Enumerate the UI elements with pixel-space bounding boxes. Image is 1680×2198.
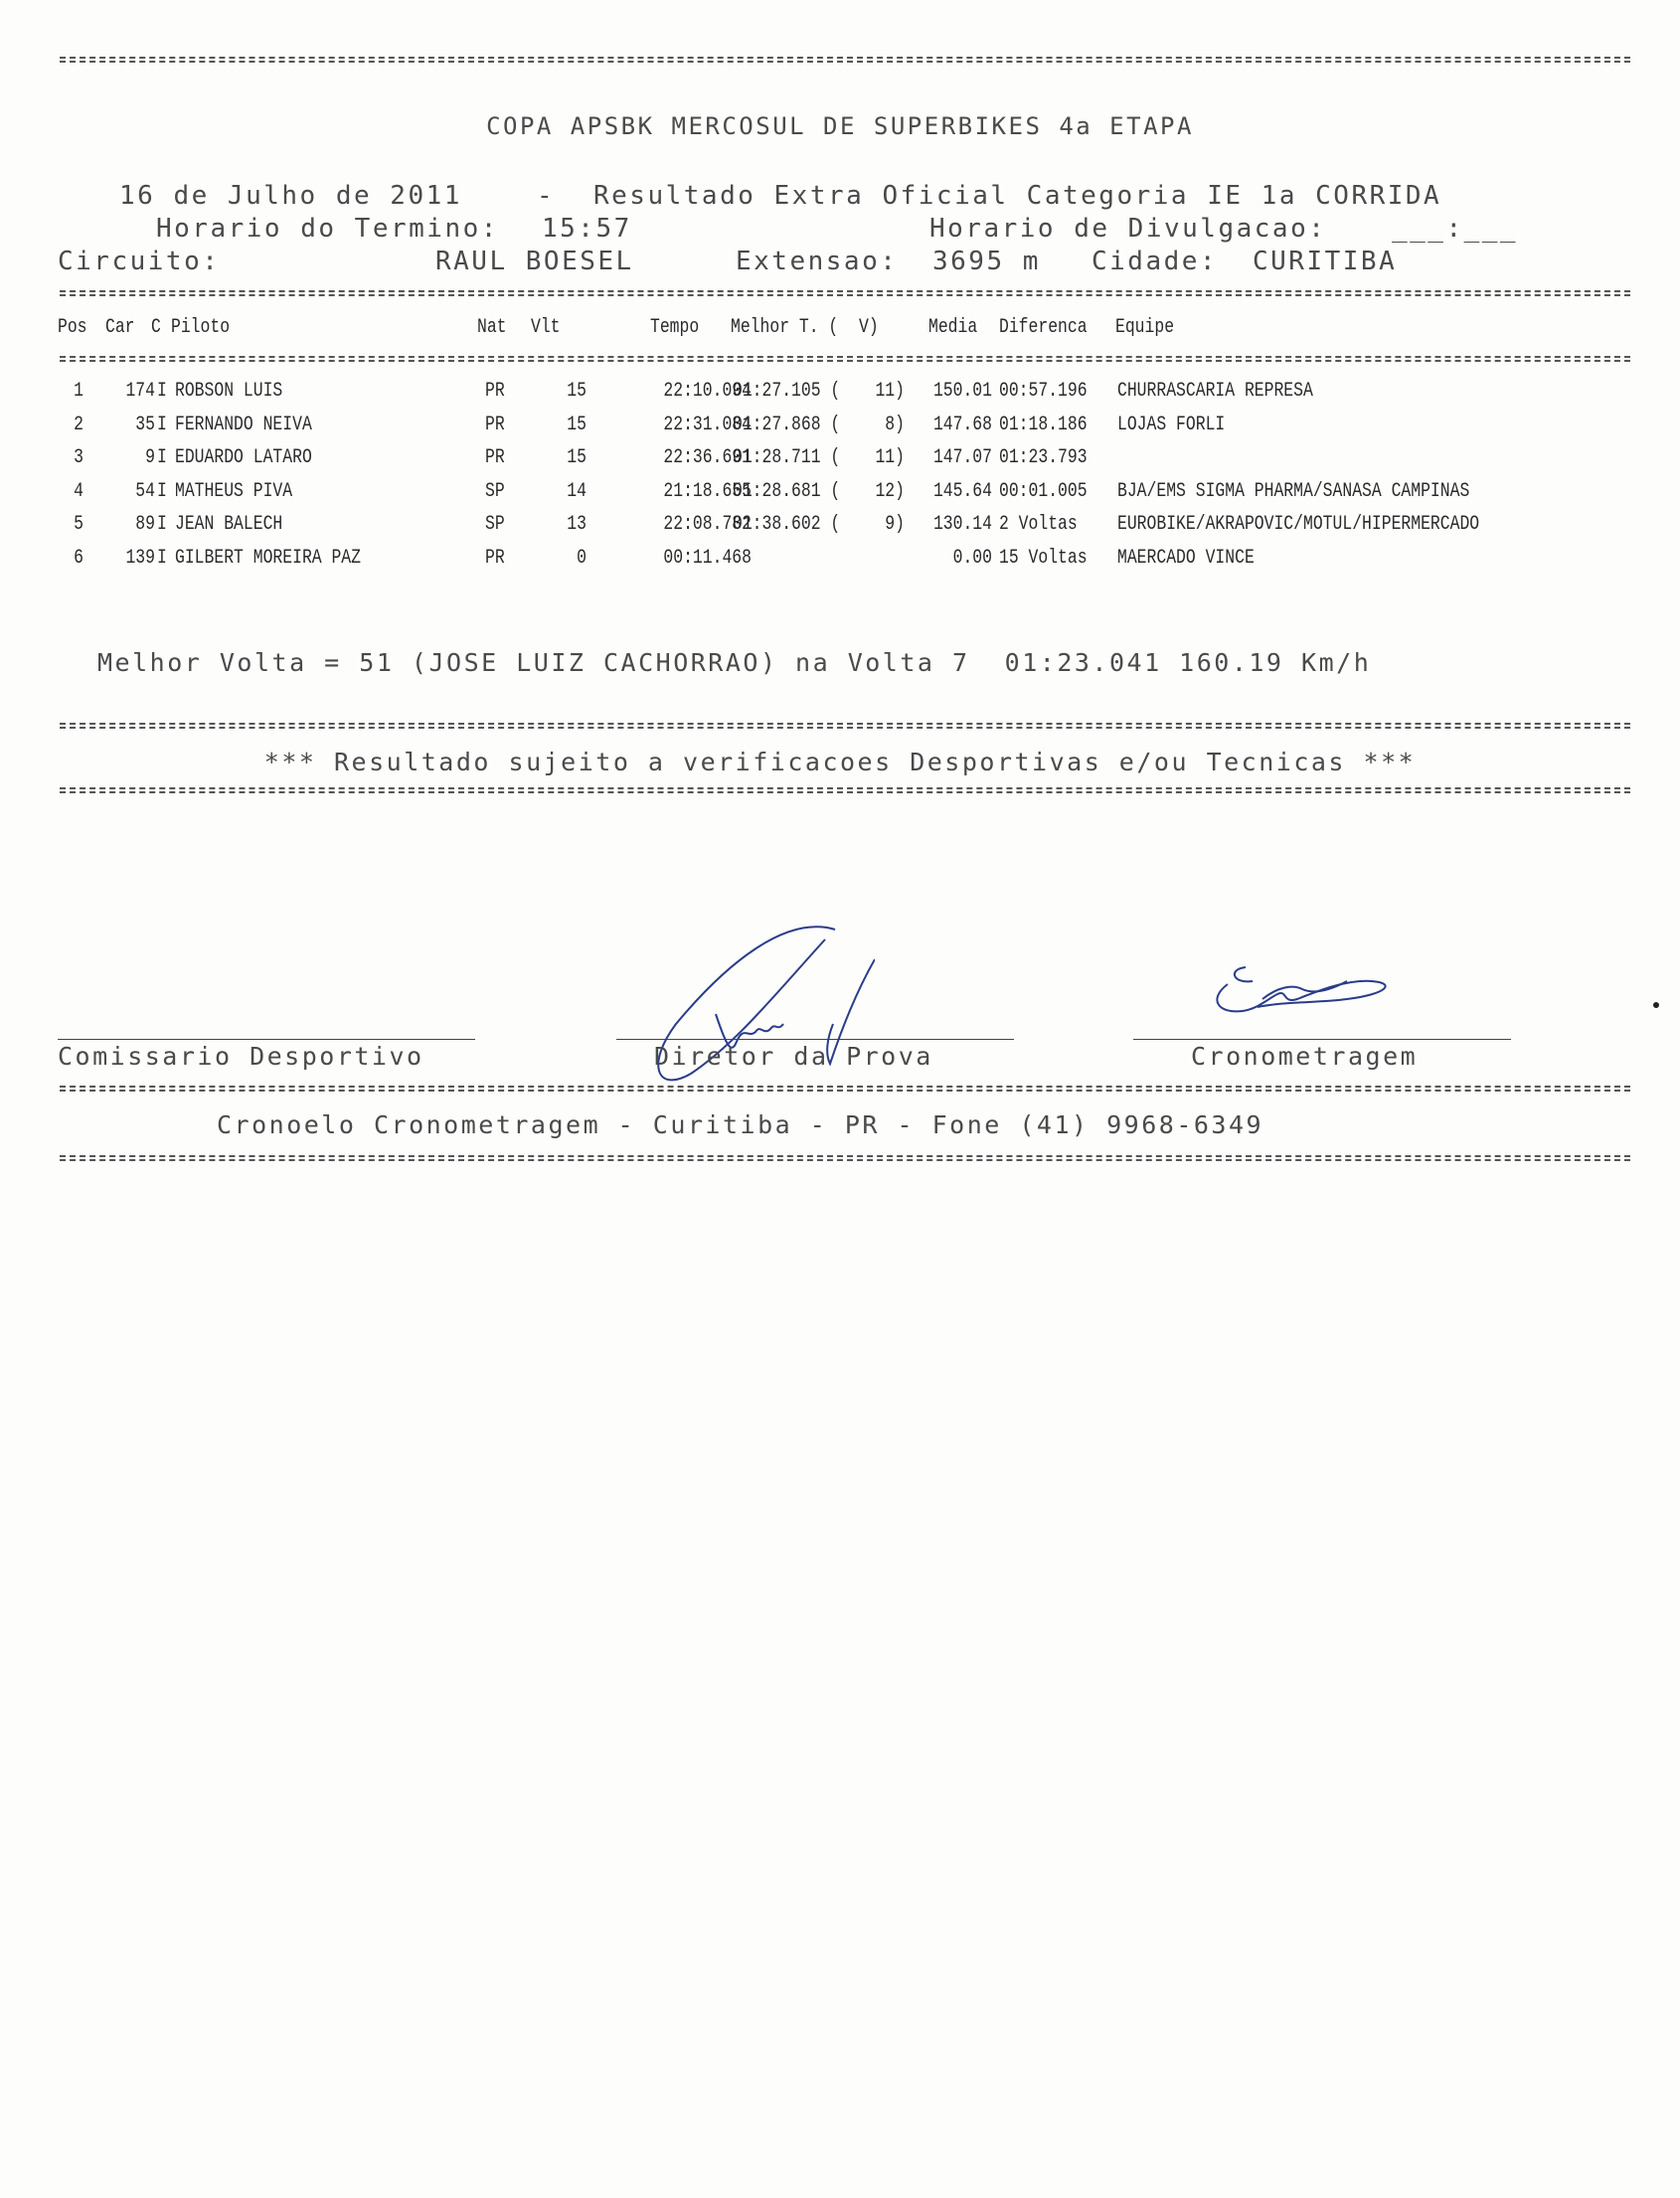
- commissioner-label: Comissario Desportivo: [58, 1042, 424, 1071]
- circuit-label: Circuito:: [58, 247, 221, 276]
- event-date: 16 de Julho de 2011: [119, 181, 462, 211]
- cell-nat: PR: [485, 380, 505, 403]
- col-pilot: Piloto: [171, 316, 231, 339]
- city-name: CURITIBA: [1253, 247, 1398, 276]
- cell-team: MAERCADO VINCE: [1117, 546, 1255, 570]
- cell-time: 21:18.655: [663, 479, 752, 503]
- cell-pilot: ROBSON LUIS: [175, 380, 283, 403]
- director-label: Diretor da Prova: [654, 1042, 933, 1071]
- cell-car: 54: [135, 479, 155, 503]
- cell-car: 174: [125, 380, 155, 403]
- col-laps: Vlt: [531, 316, 561, 339]
- release-time: ___:___: [1392, 214, 1519, 244]
- col-pos: Pos: [58, 316, 87, 339]
- track-length: 3695 m: [932, 247, 1041, 276]
- col-diff: Diferenca: [999, 316, 1088, 339]
- timing-signature: [1198, 959, 1407, 1034]
- cell-best: 01:27.868 (: [733, 413, 841, 436]
- cell-diff: 2 Voltas: [999, 513, 1078, 536]
- verification-notice: *** Resultado sujeito a verificacoes Desportivas e/ou Tecnicas ***: [263, 748, 1417, 776]
- timing-label: Cronometragem: [1191, 1042, 1419, 1071]
- cell-c: I: [157, 413, 167, 436]
- cell-best: 01:27.105 (: [733, 380, 841, 403]
- cell-avg: 147.07: [932, 446, 992, 469]
- cell-avg: 130.14: [932, 513, 992, 536]
- cell-pos: 6: [74, 546, 84, 570]
- cell-team: EUROBIKE/AKRAPOVIC/MOTUL/HIPERMERCADO: [1117, 513, 1480, 536]
- cell-v: 11): [875, 446, 905, 469]
- cell-c: I: [157, 380, 167, 403]
- cell-v: 11): [875, 380, 905, 403]
- cell-diff: 15 Voltas: [999, 546, 1088, 570]
- col-c: C: [151, 316, 161, 339]
- cell-pos: 4: [74, 479, 84, 503]
- result-title: Resultado Extra Oficial Categoria IE 1a CORRIDA: [593, 181, 1442, 211]
- cell-car: 89: [135, 513, 155, 536]
- col-time: Tempo: [650, 316, 700, 339]
- table-separator: [60, 356, 1630, 362]
- cell-pilot: MATHEUS PIVA: [175, 479, 293, 503]
- cell-avg: 147.68: [932, 413, 992, 436]
- cell-c: I: [157, 446, 167, 469]
- footer-contact: Cronoelo Cronometragem - Curitiba - PR - Fone (41) 9968-6349: [217, 1110, 1264, 1139]
- cell-v: 12): [875, 479, 905, 503]
- length-label: Extensao:: [736, 247, 899, 276]
- cell-avg: 145.64: [932, 479, 992, 503]
- cell-laps: 15: [567, 380, 587, 403]
- col-car: Car: [105, 316, 135, 339]
- best-lap: Melhor Volta = 51 (JOSE LUIZ CACHORRAO) na Volta 7 01:23.041 160.19 Km/h: [97, 648, 1372, 677]
- cell-v: 8): [885, 413, 905, 436]
- cell-car: 35: [135, 413, 155, 436]
- cell-team: LOJAS FORLI: [1117, 413, 1226, 436]
- cell-laps: 14: [567, 479, 587, 503]
- cell-nat: SP: [485, 479, 505, 503]
- scan-speck: [1653, 1002, 1659, 1008]
- cell-nat: PR: [485, 546, 505, 570]
- cell-pos: 5: [74, 513, 84, 536]
- cell-avg: 0.00: [952, 546, 992, 570]
- cell-best: 01:38.602 (: [733, 513, 841, 536]
- cell-nat: PR: [485, 446, 505, 469]
- col-avg: Media: [928, 316, 978, 339]
- cell-car: 139: [125, 546, 155, 570]
- circuit-name: RAUL BOESEL: [435, 247, 634, 276]
- cell-nat: PR: [485, 413, 505, 436]
- col-best: Melhor T. (: [731, 316, 839, 339]
- cell-time: 22:31.084: [663, 413, 752, 436]
- cell-diff: 01:18.186: [999, 413, 1088, 436]
- date-dash: -: [537, 181, 556, 211]
- cell-team: BJA/EMS SIGMA PHARMA/SANASA CAMPINAS: [1117, 479, 1470, 503]
- header-separator: [60, 290, 1630, 296]
- col-v: V): [859, 316, 879, 339]
- cell-c: I: [157, 479, 167, 503]
- footer-separator-bottom: [60, 1155, 1630, 1161]
- cell-time: 22:10.094: [663, 380, 752, 403]
- top-separator: [60, 57, 1630, 63]
- cell-c: I: [157, 546, 167, 570]
- release-time-label: Horario de Divulgacao:: [929, 214, 1327, 244]
- cell-laps: 15: [567, 413, 587, 436]
- col-nat: Nat: [477, 316, 507, 339]
- cell-v: 9): [885, 513, 905, 536]
- col-team: Equipe: [1115, 316, 1175, 339]
- cell-avg: 150.01: [932, 380, 992, 403]
- cell-pos: 3: [74, 446, 84, 469]
- cell-diff: 00:57.196: [999, 380, 1088, 403]
- commissioner-signature-line: [58, 1039, 475, 1040]
- city-label: Cidade:: [1092, 247, 1219, 276]
- notice-separator-top: [60, 723, 1630, 729]
- cell-time: 22:36.691: [663, 446, 752, 469]
- cell-laps: 13: [567, 513, 587, 536]
- cell-c: I: [157, 513, 167, 536]
- cell-pilot: FERNANDO NEIVA: [175, 413, 312, 436]
- cell-car: 9: [145, 446, 155, 469]
- cell-laps: 0: [577, 546, 587, 570]
- cell-best: 01:28.681 (: [733, 479, 841, 503]
- cell-pilot: EDUARDO LATARO: [175, 446, 312, 469]
- footer-separator-top: [60, 1086, 1630, 1092]
- cell-pilot: JEAN BALECH: [175, 513, 283, 536]
- cell-nat: SP: [485, 513, 505, 536]
- event-title: COPA APSBK MERCOSUL DE SUPERBIKES 4a ETAPA: [486, 112, 1194, 140]
- cell-pos: 1: [74, 380, 84, 403]
- finish-time-label: Horario do Termino:: [156, 214, 499, 244]
- cell-time: 00:11.468: [663, 546, 752, 570]
- cell-pilot: GILBERT MOREIRA PAZ: [175, 546, 361, 570]
- cell-laps: 15: [567, 446, 587, 469]
- cell-pos: 2: [74, 413, 84, 436]
- cell-diff: 00:01.005: [999, 479, 1088, 503]
- cell-best: 01:28.711 (: [733, 446, 841, 469]
- finish-time: 15:57: [542, 214, 632, 244]
- timing-signature-line: [1133, 1039, 1511, 1040]
- notice-separator-bottom: [60, 787, 1630, 793]
- cell-team: CHURRASCARIA REPRESA: [1117, 380, 1313, 403]
- cell-time: 22:08.782: [663, 513, 752, 536]
- cell-diff: 01:23.793: [999, 446, 1088, 469]
